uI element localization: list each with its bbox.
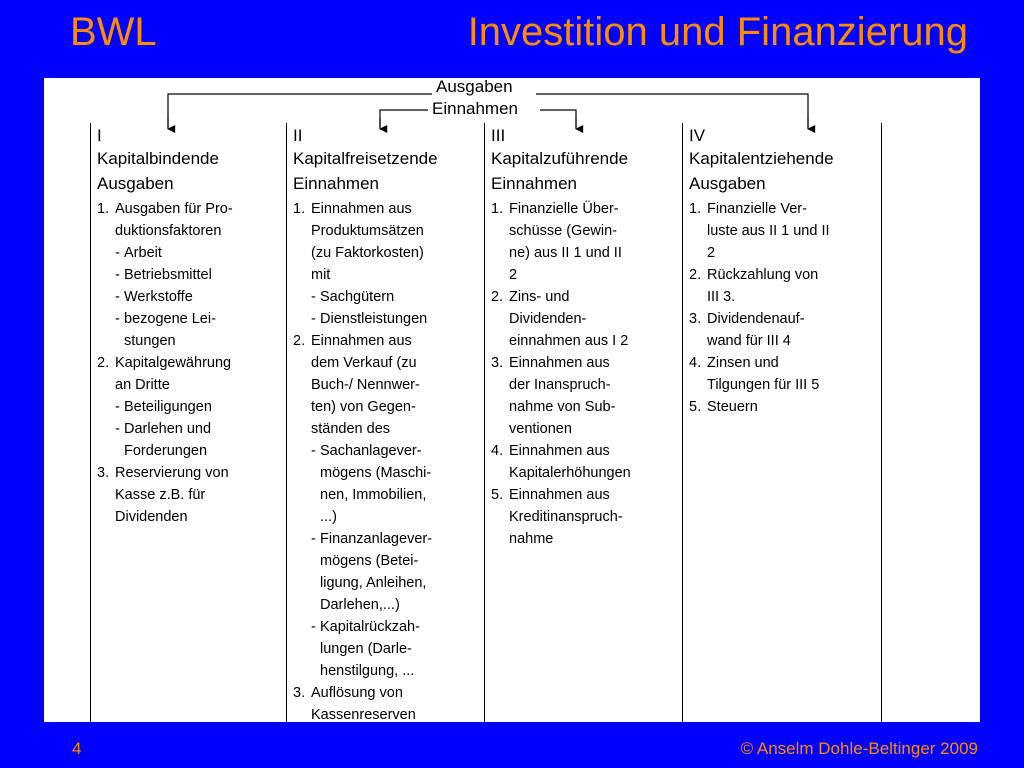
item-number: 2. xyxy=(689,267,702,283)
dash-bullet: - xyxy=(311,289,316,305)
column-title-line: Ausgaben xyxy=(97,174,174,193)
sub-item-line: henstilgung, ... xyxy=(320,663,415,679)
dash-bullet: - xyxy=(311,443,316,459)
sub-item-text xyxy=(320,308,482,330)
item-number: 1. xyxy=(293,201,306,217)
item-line: der Inanspruch- xyxy=(509,377,611,393)
list-item xyxy=(491,286,680,352)
column-title-line: Kapitalzuführende xyxy=(491,149,629,168)
sub-item-line: Beteiligungen xyxy=(124,399,212,415)
item-text xyxy=(509,484,680,550)
item-number: 3. xyxy=(689,311,702,327)
sub-item-text xyxy=(124,242,286,264)
item-line: Buch-/ Nennwer- xyxy=(311,377,420,393)
sub-list-item xyxy=(293,286,482,308)
sub-item-line: mögens (Maschi- xyxy=(320,465,432,481)
item-line: mit xyxy=(311,267,331,283)
item-line: nahme xyxy=(509,531,554,547)
item-number: 3. xyxy=(97,465,110,481)
item-number: 5. xyxy=(491,487,504,503)
item-line: duktionsfaktoren xyxy=(115,223,222,239)
sub-item-line: nen, Immobilien, xyxy=(320,487,427,503)
sub-list-item xyxy=(293,308,482,330)
item-line: Finanzielle Über- xyxy=(509,201,619,217)
item-line: Tilgungen für III 5 xyxy=(707,377,820,393)
item-text xyxy=(707,264,881,308)
item-text xyxy=(115,352,286,396)
list-item xyxy=(491,352,680,440)
sub-item-line: Arbeit xyxy=(124,245,162,261)
page-number: 4 xyxy=(72,739,82,758)
item-line: Finanzielle Ver- xyxy=(707,201,807,217)
column-kapitalentziehende-ausgaben xyxy=(682,123,882,722)
item-text xyxy=(509,286,680,352)
item-line: ventionen xyxy=(509,421,572,437)
sub-list-item xyxy=(97,396,286,418)
item-line: Kapitalerhöhungen xyxy=(509,465,631,481)
item-line: ne) aus II 1 und II xyxy=(509,245,622,261)
column-title-line: Kapitalentziehende xyxy=(689,149,834,168)
content-panel xyxy=(44,78,980,722)
dash-bullet: - xyxy=(311,531,316,547)
column-title xyxy=(689,146,881,196)
column-kapitalzufuehrende-einnahmen xyxy=(484,123,680,722)
list-item xyxy=(97,352,286,396)
sub-item-text xyxy=(124,396,286,418)
item-text xyxy=(509,440,680,484)
sub-item-line: ...) xyxy=(320,509,337,525)
sub-item-line: Werkstoffe xyxy=(124,289,193,305)
list-item xyxy=(689,308,881,352)
sub-item-line: Betriebsmittel xyxy=(124,267,212,283)
sub-item-text xyxy=(320,616,482,682)
item-number: 3. xyxy=(293,685,306,701)
item-number: 3. xyxy=(491,355,504,371)
column-title xyxy=(293,146,482,196)
sub-item-text xyxy=(124,264,286,286)
dash-bullet: - xyxy=(115,421,120,437)
sub-item-line: Dienstleistungen xyxy=(320,311,428,327)
column-number: IV xyxy=(689,126,706,145)
ausgaben-label: Ausgaben xyxy=(432,78,517,96)
item-text xyxy=(707,308,881,352)
item-line: Kapitalgewährung xyxy=(115,355,232,371)
item-text xyxy=(311,198,482,286)
column-kapitalfreisetzende-einnahmen xyxy=(286,123,482,722)
item-line: Kreditinanspruch- xyxy=(509,509,623,525)
column-number: II xyxy=(293,126,303,145)
list-item xyxy=(293,198,482,286)
item-line: nahme von Sub- xyxy=(509,399,616,415)
item-line: Dividenden xyxy=(115,509,188,525)
column-title xyxy=(491,146,680,196)
sub-item-text xyxy=(320,528,482,616)
dash-bullet: - xyxy=(115,267,120,283)
column-title-line: Ausgaben xyxy=(689,174,766,193)
item-line: Zins- und xyxy=(509,289,570,305)
sub-item-line: stungen xyxy=(124,333,176,349)
sub-item-line: Darlehen und xyxy=(124,421,212,437)
column-number: III xyxy=(491,126,506,145)
item-line: Steuern xyxy=(707,399,758,415)
sub-list-item xyxy=(97,286,286,308)
column-title-line: Einnahmen xyxy=(293,174,380,193)
item-line: Kasse z.B. für xyxy=(115,487,206,503)
column-item-list xyxy=(689,198,881,418)
sub-list-item xyxy=(97,308,286,352)
list-item xyxy=(689,352,881,396)
item-number: 1. xyxy=(689,201,702,217)
sub-item-line: Forderungen xyxy=(124,443,208,459)
item-text xyxy=(311,682,482,722)
item-line: ten) von Gegen- xyxy=(311,399,416,415)
dash-bullet: - xyxy=(311,311,316,327)
dash-bullet: - xyxy=(115,311,120,327)
column-item-list xyxy=(491,198,680,550)
sub-item-line: Darlehen,...) xyxy=(320,597,400,613)
sub-item-text xyxy=(124,418,286,462)
item-line: Einnahmen aus xyxy=(509,443,610,459)
sub-item-line: mögens (Betei- xyxy=(320,553,419,569)
dash-bullet: - xyxy=(115,245,120,261)
item-text xyxy=(115,198,286,242)
item-line: Zinsen und xyxy=(707,355,779,371)
item-number: 5. xyxy=(689,399,702,415)
sub-list-item xyxy=(293,440,482,528)
item-line: 2 xyxy=(509,267,518,283)
sub-item-line: Finanzanlagever- xyxy=(320,531,433,547)
dash-bullet: - xyxy=(115,399,120,415)
sub-item-line: ligung, Anleihen, xyxy=(320,575,427,591)
item-line: einnahmen aus I 2 xyxy=(509,333,629,349)
list-item xyxy=(689,198,881,264)
list-item xyxy=(293,682,482,722)
item-line: Einnahmen aus xyxy=(509,355,610,371)
list-item xyxy=(97,198,286,242)
item-text xyxy=(115,462,286,528)
column-kapitalbindende-ausgaben xyxy=(90,123,286,722)
header-left-title: BWL xyxy=(70,10,157,54)
list-item xyxy=(97,462,286,528)
item-line: luste aus II 1 und II xyxy=(707,223,830,239)
item-number: 4. xyxy=(689,355,702,371)
sub-list-item xyxy=(97,264,286,286)
item-line: 2 xyxy=(707,245,716,261)
item-text xyxy=(509,198,680,286)
sub-list-item xyxy=(293,528,482,616)
sub-item-line: bezogene Lei- xyxy=(124,311,216,327)
item-line: Rückzahlung von xyxy=(707,267,819,283)
item-line: Ausgaben für Pro- xyxy=(115,201,233,217)
sub-list-item xyxy=(97,418,286,462)
sub-item-line: lungen (Darle- xyxy=(320,641,412,657)
sub-item-line: Sachanlagever- xyxy=(320,443,422,459)
sub-list-item xyxy=(293,616,482,682)
item-number: 1. xyxy=(491,201,504,217)
column-item-list xyxy=(293,198,482,722)
item-line: schüsse (Gewin- xyxy=(509,223,617,239)
sub-item-text xyxy=(124,286,286,308)
sub-item-line: Sachgütern xyxy=(320,289,395,305)
column-title-line: Kapitalbindende xyxy=(97,149,219,168)
item-line: an Dritte xyxy=(115,377,170,393)
sub-list-item xyxy=(97,242,286,264)
column-title xyxy=(97,146,286,196)
item-line: Einnahmen aus xyxy=(311,333,412,349)
item-line: Reservierung von xyxy=(115,465,229,481)
item-number: 2. xyxy=(293,333,306,349)
item-line: Einnahmen aus xyxy=(311,201,412,217)
column-title-line: Einnahmen xyxy=(491,174,578,193)
list-item xyxy=(491,198,680,286)
list-item xyxy=(293,330,482,440)
item-text xyxy=(707,396,881,418)
list-item xyxy=(689,264,881,308)
list-item xyxy=(689,396,881,418)
list-item xyxy=(491,484,680,550)
item-line: Dividendenauf- xyxy=(707,311,805,327)
column-item-list xyxy=(97,198,286,528)
item-line: Produktumsätzen xyxy=(311,223,424,239)
item-number: 2. xyxy=(491,289,504,305)
item-text xyxy=(707,352,881,396)
sub-item-text xyxy=(320,286,482,308)
item-number: 2. xyxy=(97,355,110,371)
dash-bullet: - xyxy=(311,619,316,635)
column-number: I xyxy=(97,126,102,145)
item-line: dem Verkauf (zu xyxy=(311,355,417,371)
item-text xyxy=(311,330,482,440)
item-line: Einnahmen aus xyxy=(509,487,610,503)
item-line: Dividenden- xyxy=(509,311,587,327)
item-text xyxy=(707,198,881,264)
sub-item-line: Kapitalrückzah- xyxy=(320,619,420,635)
header-right-title: Investition und Finanzierung xyxy=(467,10,968,54)
item-line: Auflösung von xyxy=(311,685,403,701)
item-line: Kassenreserven xyxy=(311,707,416,722)
item-line: wand für III 4 xyxy=(707,333,791,349)
dash-bullet: - xyxy=(115,289,120,305)
copyright-notice: © Anselm Dohle-Beltinger 2009 xyxy=(740,739,978,758)
list-item xyxy=(491,440,680,484)
item-text xyxy=(509,352,680,440)
item-line: III 3. xyxy=(707,289,736,305)
item-number: 4. xyxy=(491,443,504,459)
item-number: 1. xyxy=(97,201,110,217)
item-line: ständen des xyxy=(311,421,391,437)
sub-item-text xyxy=(320,440,482,528)
item-line: (zu Faktorkosten) xyxy=(311,245,424,261)
einnahmen-label: Einnahmen xyxy=(428,100,522,118)
column-title-line: Kapitalfreisetzende xyxy=(293,149,438,168)
sub-item-text xyxy=(124,308,286,352)
